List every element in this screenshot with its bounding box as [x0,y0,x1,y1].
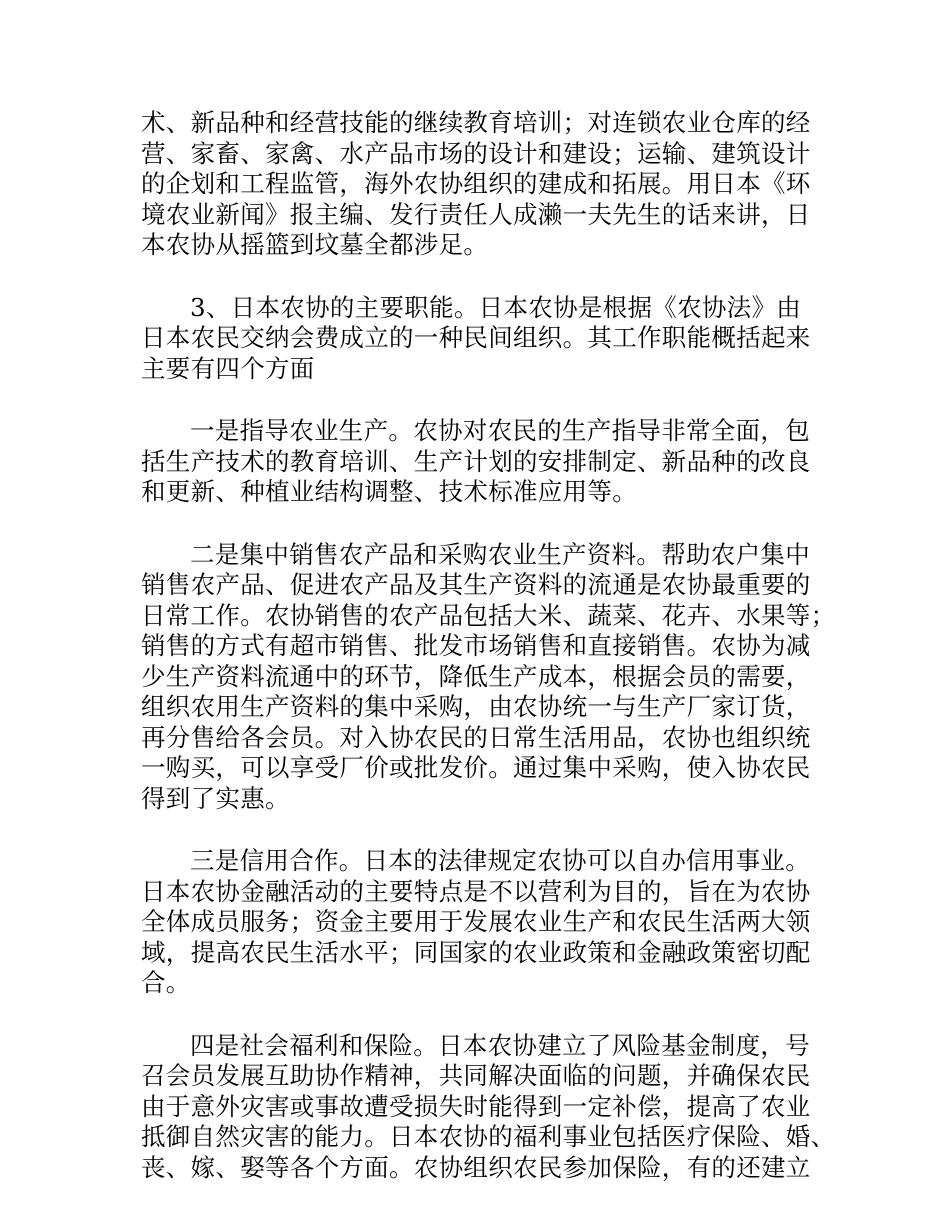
paragraph-continuation [141,108,831,261]
text-line: 日常工作。农协销售的农产品包括大米、蔬菜、花卉、水果等； [141,600,836,630]
paragraph-gap [141,999,831,1031]
paragraph-gap [141,508,831,540]
text-line: 一是指导农业生产。农协对农民的生产指导非常全面，包 [190,416,810,445]
paragraph-credit-cooperation [141,846,831,999]
paragraph-gap [141,261,831,293]
text-line: 域，提高农民生活水平；同国家的农业政策和金融政策密切配 [141,937,811,967]
text-line: 术、新品种和经营技能的继续教育培训；对连锁农业仓库的经 [141,108,811,137]
text-line: 的企划和工程监管，海外农协组织的建成和拓展。用日本《环 [141,169,811,198]
document-body [141,108,836,1183]
text-line: 合。 [141,968,191,997]
text-line: 丧、嫁、娶等各个方面。农协组织农民参加保险，有的还建立 [141,1152,811,1182]
text-line: 和更新、种植业结构调整、技术标准应用等。 [141,477,637,506]
text-line: 少生产资料流通中的环节，降低生产成本，根据会员的需要， [141,661,811,691]
paragraph-main-functions [141,293,831,385]
text-line: 销售的方式有超市销售、批发市场销售和直接销售。农协为减 [141,631,811,660]
paragraph-production-guidance [141,416,831,508]
paragraph-sales-purchasing [141,539,836,815]
text-line: 再分售给各会员。对入协农民的日常生活用品，农协也组织统 [141,722,811,752]
text-line: 召会员发展互助协作精神，共同解决面临的问题，并确保农民 [141,1061,811,1090]
text-line: 二是集中销售农产品和采购农业生产资料。帮助农户集中 [190,539,810,569]
paragraph-gap [141,814,831,846]
text-line: 四是社会福利和保险。日本农协建立了风险基金制度，号 [190,1030,810,1060]
text-line: 全体成员服务；资金主要用于发展农业生产和农民生活两大领 [141,907,811,936]
text-line: 抵御自然灾害的能力。日本农协的福利事业包括医疗保险、婚、 [141,1122,836,1151]
text-line: 本农协从摇篮到坟墓全都涉足。 [141,230,489,259]
text-line: 主要有四个方面 [141,353,315,383]
text-line: 营、家畜、家禽、水产品市场的设计和建设；运输、建筑设计 [141,138,811,168]
paragraph-welfare-insurance [141,1030,836,1184]
text-line: 得到了实惠。 [141,783,290,813]
text-line: 括生产技术的教育培训、生产计划的安排制定、新品种的改良 [141,446,811,476]
text-line: 日本农民交纳会费成立的一种民间组织。其工作职能概括起来 [141,323,811,352]
text-line: 三是信用合作。日本的法律规定农协可以自办信用事业。 [190,846,810,875]
text-line: 日本农协金融活动的主要特点是不以营利为目的，旨在为农协 [141,876,811,906]
paragraph-gap [141,384,831,416]
text-line: 销售农产品、促进农产品及其生产资料的流通是农协最重要的 [141,570,811,599]
text-line: 组织农用生产资料的集中采购，由农协统一与生产厂家订货， [141,692,811,721]
text-line: 由于意外灾害或事故遭受损失时能得到一定补偿，提高了农业 [141,1091,811,1121]
text-line: 境农业新闻》报主编、发行责任人成濑一夫先生的话来讲，日 [141,199,811,229]
text-line: 一购买，可以享受厂价或批发价。通过集中采购，使入协农民 [141,753,811,782]
text-line: 3、日本农协的主要职能。日本农协是根据《农协法》由 [190,292,802,322]
